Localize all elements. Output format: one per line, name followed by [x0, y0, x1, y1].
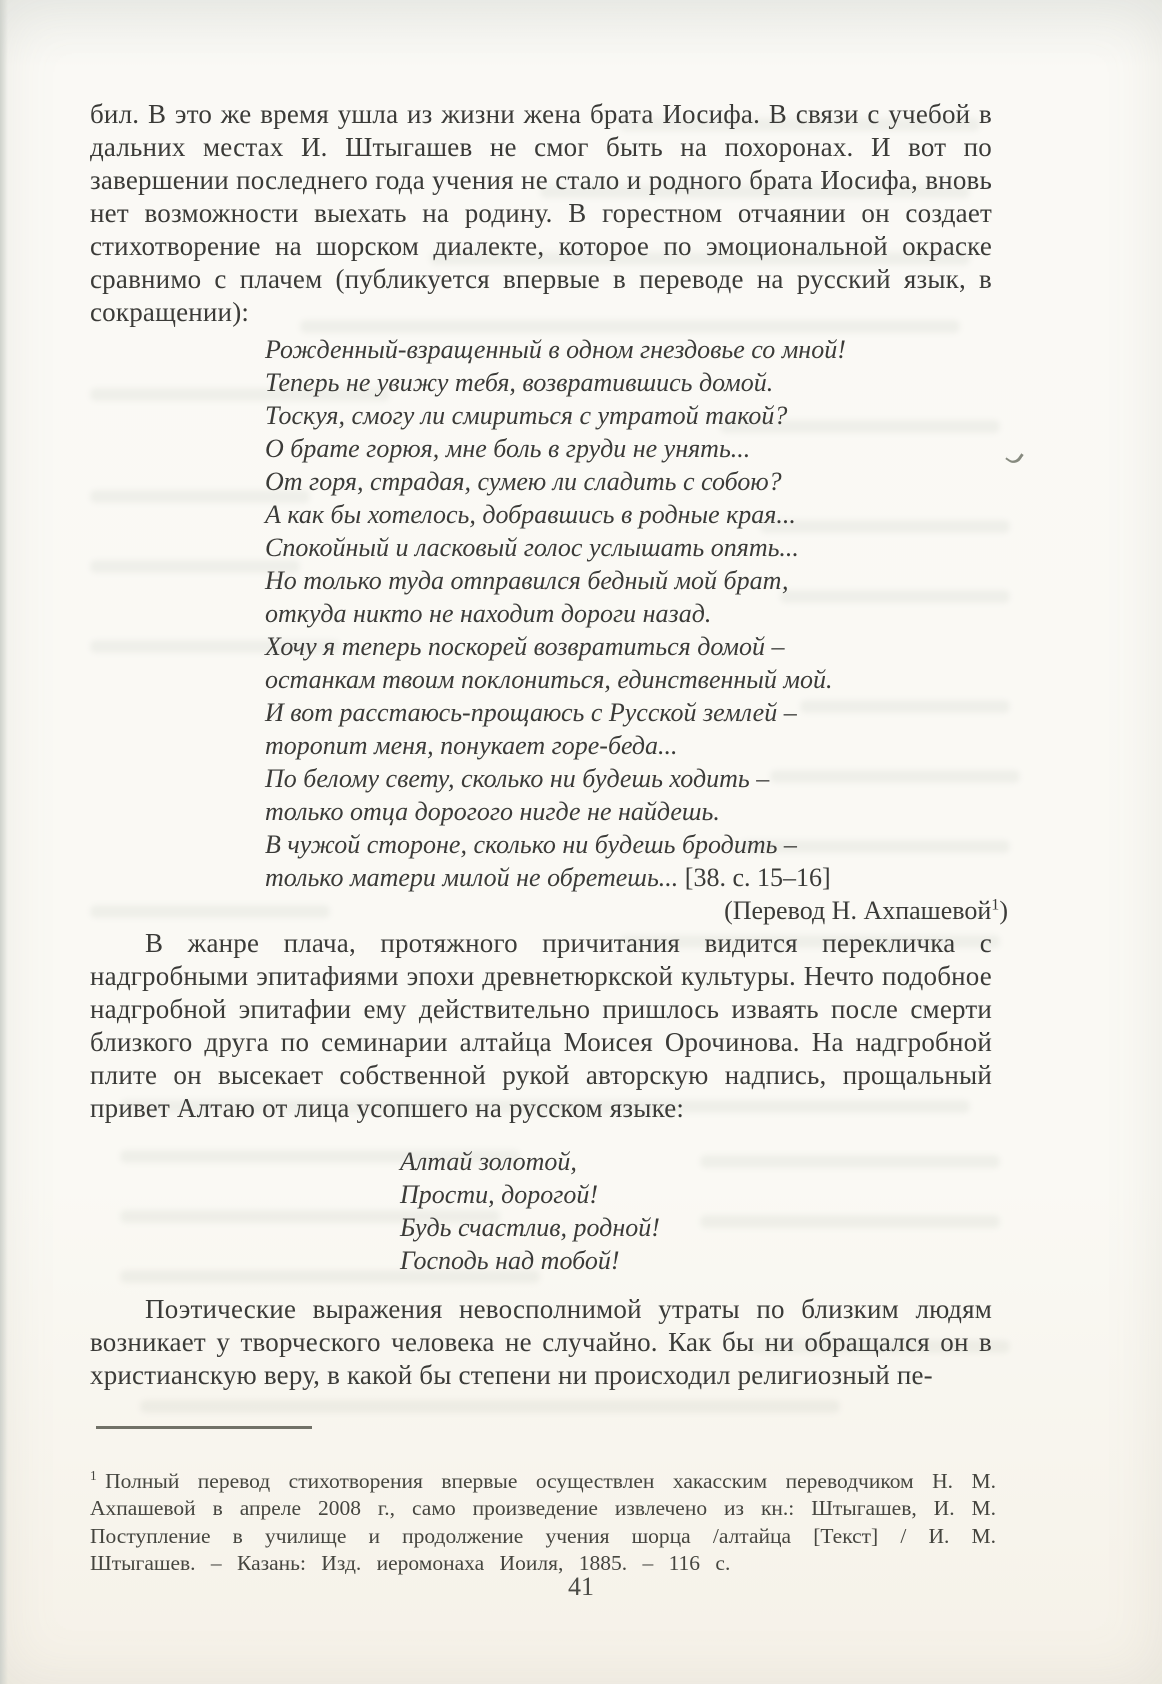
poem-line: Теперь не увижу тебя, возвратившись домой.: [265, 368, 774, 397]
paragraph-3: Поэтические выражения невосполнимой утраты по близким людям возникает у творческого человека не случайно. Как бы ни обращался он в христианскую веру, в какой бы степени ни происходил религиозный пе-: [90, 1294, 992, 1390]
poem-lament: [265, 333, 992, 894]
bleedthrough-artifact: [140, 1400, 840, 1413]
poem-line: Господь над тобой!: [400, 1246, 620, 1275]
poem-line-with-citation: [265, 861, 992, 894]
footnote-separator: [96, 1426, 312, 1429]
footnote-text: Полный перевод стихотворения впервые осуществлен хакасским переводчиком Н. М. Ахпашевой в апреле 2008 г., само произведение извлечено из кн.: Штыгашев, И. М. Поступление в училище и продолжение учения шорца /алтайца [Текст] / И. М. Штыгашев. – Казань: Изд. иеромонаха Иоиля, 1885. – 116 с.: [90, 1468, 996, 1575]
poem-line: Тоскуя, смогу ли смириться с утратой такой?: [265, 401, 788, 430]
poem-line: Хочу я теперь поскорей возвратиться домой –: [265, 632, 785, 661]
poem-line: только отца дорогого нигде не найдешь.: [265, 797, 720, 826]
poem-line: откуда никто не находит дороги назад.: [265, 599, 712, 628]
poem-line: А как бы хотелось, добравшись в родные края...: [265, 500, 796, 529]
poem-line-text: только матери милой не обретешь...: [265, 863, 679, 892]
poem-line: От горя, страдая, сумею ли сладить с собою?: [265, 467, 782, 496]
source-citation: [38. с. 15–16]: [684, 863, 831, 892]
poem-line: Прости, дорогой!: [400, 1180, 599, 1209]
scan-edge-shadow: [0, 0, 8, 1684]
paragraph-1: бил. В это же время ушла из жизни жена брата Иосифа. В связи с учебой в дальних местах И. Штыгашев не смог быть на похоронах. И вот по завершении последнего года учения не стало и родного брата Иосифа, вновь нет возможности выехать на родину. В горестном отчаянии он создает стихотворение на шорском диалекте, которое по эмоциональной окраске сравнимо с плачем (публикуется впервые в переводе на русский язык, в сокращении):: [90, 99, 992, 327]
footnote-marker: 1: [90, 1467, 97, 1483]
page-body: [90, 98, 1008, 1392]
poem-line: Алтай золотой,: [400, 1147, 577, 1176]
attribution-close: ): [999, 896, 1008, 925]
poem-line: Рожденный-взращенный в одном гнездовье со мной!: [265, 335, 846, 364]
attribution-text: (Перевод Н. Ахпашевой: [724, 896, 992, 925]
poem-line: Будь счастлив, родной!: [400, 1213, 660, 1242]
translation-attribution: [90, 894, 1008, 927]
paragraph-2: В жанре плача, протяжного причитания видится перекличка с надгробными эпитафиями эпохи древнетюркской культуры. Нечто подобное надгробной эпитафии ему действительно пришлось изваять после смерти близкого друга по семинарии алтайца Моисея Орочинова. На надгробной плите он высекает собственной рукой авторскую надпись, прощальный привет Алтаю от лица усопшего на русском языке:: [90, 928, 992, 1123]
footnote: [90, 1468, 996, 1578]
poem-line: О брате горюя, мне боль в груди не унять...: [265, 434, 751, 463]
poem-line: торопит меня, понукает горе-беда...: [265, 731, 678, 760]
poem-line: Но только туда отправился бедный мой брат,: [265, 566, 789, 595]
poem-line: В чужой стороне, сколько ни будешь бродить –: [265, 830, 797, 859]
page-number: 41: [568, 1572, 594, 1601]
footnote-reference: 1: [991, 896, 1000, 914]
poem-line: По белому свету, сколько ни будешь ходить –: [265, 764, 770, 793]
poem-line: Спокойный и ласковый голос услышать опять...: [265, 533, 799, 562]
ink-mark: [1005, 448, 1024, 467]
poem-line: И вот расстаюсь-прощаюсь с Русской землей –: [265, 698, 797, 727]
poem-line: останкам твоим поклониться, единственный мой.: [265, 665, 833, 694]
poem-epitaph: [400, 1145, 992, 1277]
